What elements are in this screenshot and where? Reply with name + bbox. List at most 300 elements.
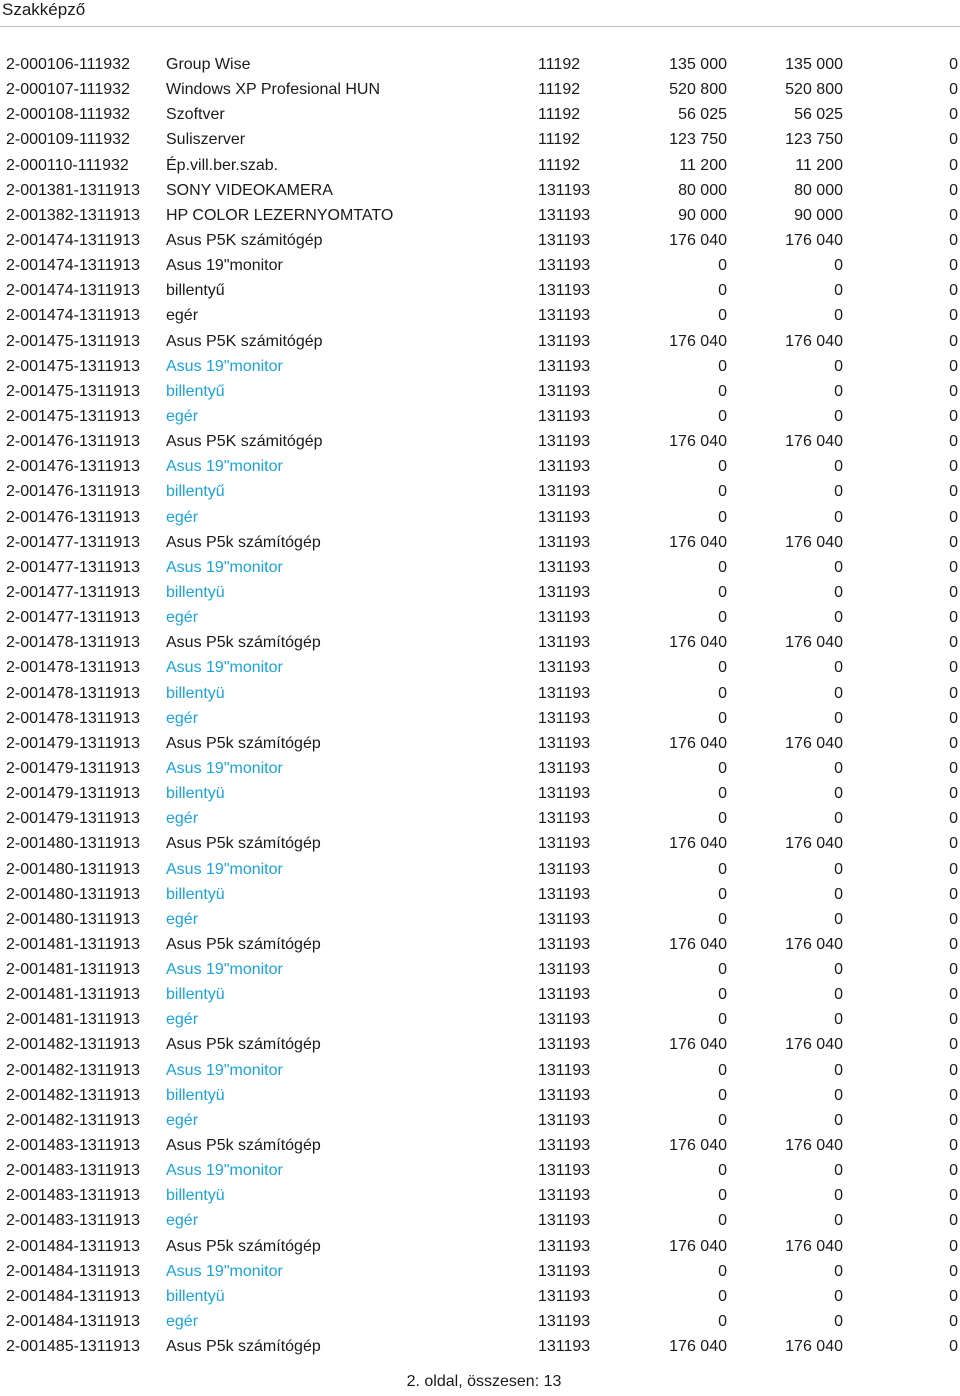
item-name: SONY VIDEOKAMERA xyxy=(166,181,333,199)
item-code: 131193 xyxy=(538,583,591,601)
item-value-3: 0 xyxy=(949,684,958,702)
item-value-1: 135 000 xyxy=(669,56,727,73)
item-value-2: 0 xyxy=(834,785,843,803)
item-id: 2-001479-1311913 xyxy=(6,785,141,803)
item-value-1: 0 xyxy=(718,659,727,677)
item-value-3: 0 xyxy=(949,407,958,425)
item-name: Asus 19"monitor xyxy=(166,860,283,878)
item-name: Asus P5k számítógép xyxy=(166,634,321,652)
item-code: 131193 xyxy=(538,407,591,425)
item-id: 2-001479-1311913 xyxy=(6,759,141,777)
item-value-3: 0 xyxy=(949,609,958,627)
table-row xyxy=(0,882,960,907)
table-row xyxy=(0,77,960,102)
item-name: Asus P5k számítógép xyxy=(166,734,321,752)
item-name: Asus 19"monitor xyxy=(166,558,283,576)
item-value-2: 0 xyxy=(834,659,843,677)
item-value-2: 11 200 xyxy=(795,156,843,174)
item-id: 2-001481-1311913 xyxy=(6,961,141,979)
table-row xyxy=(0,605,960,630)
item-id: 2-001475-1311913 xyxy=(6,332,141,350)
item-code: 131193 xyxy=(538,1036,591,1054)
item-name: Asus 19"monitor xyxy=(166,1162,283,1180)
item-id: 2-001483-1311913 xyxy=(6,1187,141,1205)
table-row xyxy=(0,1158,960,1183)
item-code: 131193 xyxy=(538,206,591,224)
item-value-3: 0 xyxy=(949,810,958,828)
item-value-2: 176 040 xyxy=(785,1137,843,1155)
item-code: 131193 xyxy=(538,282,591,300)
item-value-2: 0 xyxy=(834,1011,843,1029)
item-value-3: 0 xyxy=(949,533,958,551)
table-row xyxy=(0,630,960,655)
item-name: Asus P5k számítógép xyxy=(166,1137,321,1155)
item-id: 2-001482-1311913 xyxy=(6,1036,141,1054)
item-value-1: 0 xyxy=(718,1061,727,1079)
item-value-3: 0 xyxy=(949,1011,958,1029)
item-value-1: 0 xyxy=(718,1212,727,1230)
item-id: 2-001484-1311913 xyxy=(6,1313,141,1331)
item-value-1: 176 040 xyxy=(669,533,727,551)
item-code: 131193 xyxy=(538,986,591,1004)
item-value-2: 0 xyxy=(834,282,843,300)
table-row xyxy=(0,1259,960,1284)
item-id: 2-001474-1311913 xyxy=(6,307,141,325)
item-value-1: 0 xyxy=(718,810,727,828)
item-code: 131193 xyxy=(538,1313,591,1331)
item-code: 131193 xyxy=(538,458,591,476)
item-value-3: 0 xyxy=(949,307,958,325)
item-id: 2-001476-1311913 xyxy=(6,458,141,476)
item-code: 131193 xyxy=(538,1338,591,1356)
table-row xyxy=(0,404,960,429)
item-code: 131193 xyxy=(538,935,591,953)
item-code: 131193 xyxy=(538,231,591,249)
item-value-2: 135 000 xyxy=(785,56,843,73)
item-value-3: 0 xyxy=(949,1162,958,1180)
table-row xyxy=(0,982,960,1007)
item-value-1: 176 040 xyxy=(669,433,727,451)
item-code: 11192 xyxy=(538,81,581,99)
item-id: 2-001478-1311913 xyxy=(6,684,141,702)
item-value-3: 0 xyxy=(949,282,958,300)
table-row xyxy=(0,1309,960,1334)
table-row xyxy=(0,1284,960,1309)
item-id: 2-000109-111932 xyxy=(6,131,130,149)
item-name: Asus 19"monitor xyxy=(166,458,283,476)
item-name: billentyű xyxy=(166,282,225,300)
item-id: 2-000108-111932 xyxy=(6,106,130,124)
table-row xyxy=(0,203,960,228)
item-id: 2-001479-1311913 xyxy=(6,734,141,752)
table-row xyxy=(0,681,960,706)
item-value-1: 0 xyxy=(718,357,727,375)
item-name: billentyü xyxy=(166,1086,225,1104)
item-value-1: 0 xyxy=(718,1162,727,1180)
item-value-1: 0 xyxy=(718,1287,727,1305)
item-value-1: 0 xyxy=(718,458,727,476)
table-row xyxy=(0,479,960,504)
item-name: Suliszerver xyxy=(166,131,246,149)
item-code: 131193 xyxy=(538,659,591,677)
item-code: 131193 xyxy=(538,1237,591,1255)
table-row xyxy=(0,555,960,580)
item-value-1: 176 040 xyxy=(669,634,727,652)
item-code: 131193 xyxy=(538,1011,591,1029)
item-id: 2-001477-1311913 xyxy=(6,609,141,627)
page-number: 2. oldal, összesen: 13 xyxy=(406,1373,562,1390)
table-row xyxy=(0,1058,960,1083)
header-title: Szakképző xyxy=(2,0,86,19)
item-id: 2-001478-1311913 xyxy=(6,634,141,652)
item-id: 2-001480-1311913 xyxy=(6,885,141,903)
item-code: 131193 xyxy=(538,181,591,199)
item-id: 2-001381-1311913 xyxy=(6,181,141,199)
table-row xyxy=(0,756,960,781)
item-id: 2-001482-1311913 xyxy=(6,1086,141,1104)
table-row xyxy=(0,957,960,982)
item-name: Ép.vill.ber.szab. xyxy=(166,156,279,174)
item-value-1: 0 xyxy=(718,785,727,803)
item-id: 2-000107-111932 xyxy=(6,81,130,99)
item-id: 2-001479-1311913 xyxy=(6,810,141,828)
item-value-2: 123 750 xyxy=(785,131,843,149)
item-code: 131193 xyxy=(538,508,591,526)
item-value-3: 0 xyxy=(949,935,958,953)
table-row xyxy=(0,932,960,957)
item-value-2: 0 xyxy=(834,1313,843,1331)
item-code: 131193 xyxy=(538,1262,591,1280)
item-name: Asus P5k számítógép xyxy=(166,1338,321,1356)
item-name: Asus P5K számitógép xyxy=(166,332,323,350)
table-row xyxy=(0,1334,960,1359)
item-value-2: 176 040 xyxy=(785,332,843,350)
item-value-1: 176 040 xyxy=(669,332,727,350)
item-value-3: 0 xyxy=(949,961,958,979)
item-value-1: 11 200 xyxy=(679,156,727,174)
item-value-2: 176 040 xyxy=(785,935,843,953)
item-id: 2-001477-1311913 xyxy=(6,533,141,551)
item-value-2: 0 xyxy=(834,860,843,878)
item-name: Asus 19"monitor xyxy=(166,1061,283,1079)
item-value-3: 0 xyxy=(949,759,958,777)
item-code: 131193 xyxy=(538,885,591,903)
table-row xyxy=(0,102,960,127)
item-value-3: 0 xyxy=(949,357,958,375)
item-value-2: 0 xyxy=(834,257,843,275)
table-row xyxy=(0,1234,960,1259)
item-name: Asus 19"monitor xyxy=(166,961,283,979)
item-name: HP COLOR LEZERNYOMTATO xyxy=(166,206,394,224)
item-code: 131193 xyxy=(538,860,591,878)
item-code: 131193 xyxy=(538,734,591,752)
item-name: billentyü xyxy=(166,1187,225,1205)
item-code: 131193 xyxy=(538,759,591,777)
item-value-2: 176 040 xyxy=(785,1237,843,1255)
table-row xyxy=(0,228,960,253)
item-value-3: 0 xyxy=(949,1237,958,1255)
item-value-3: 0 xyxy=(949,1036,958,1054)
item-id: 2-001481-1311913 xyxy=(6,935,141,953)
item-value-3: 0 xyxy=(949,382,958,400)
table-row xyxy=(0,429,960,454)
item-id: 2-001475-1311913 xyxy=(6,382,141,400)
item-id: 2-001474-1311913 xyxy=(6,282,141,300)
item-code: 131193 xyxy=(538,533,591,551)
inventory-table xyxy=(0,52,960,1359)
item-id: 2-001475-1311913 xyxy=(6,407,141,425)
item-value-3: 0 xyxy=(949,885,958,903)
item-value-3: 0 xyxy=(949,1061,958,1079)
item-id: 2-001477-1311913 xyxy=(6,558,141,576)
item-name: Asus P5k számítógép xyxy=(166,835,321,853)
item-code: 131193 xyxy=(538,684,591,702)
table-row xyxy=(0,1133,960,1158)
item-value-3: 0 xyxy=(949,860,958,878)
item-code: 131193 xyxy=(538,1061,591,1079)
item-value-2: 0 xyxy=(834,382,843,400)
item-value-2: 0 xyxy=(834,961,843,979)
item-value-1: 0 xyxy=(718,759,727,777)
item-value-3: 0 xyxy=(949,458,958,476)
item-code: 131193 xyxy=(538,609,591,627)
item-name: Windows XP Profesional HUN xyxy=(166,81,381,99)
item-id: 2-000106-111932 xyxy=(6,56,130,73)
item-value-3: 0 xyxy=(949,558,958,576)
table-row xyxy=(0,253,960,278)
item-name: Asus P5k számítógép xyxy=(166,1036,321,1054)
table-row xyxy=(0,153,960,178)
item-value-1: 0 xyxy=(718,961,727,979)
item-id: 2-001483-1311913 xyxy=(6,1137,141,1155)
item-value-2: 0 xyxy=(834,1262,843,1280)
item-value-2: 0 xyxy=(834,508,843,526)
item-code: 11192 xyxy=(538,56,581,73)
table-row xyxy=(0,1208,960,1233)
table-row xyxy=(0,806,960,831)
item-name: egér xyxy=(166,307,199,325)
item-name: Asus 19"monitor xyxy=(166,357,283,375)
item-value-3: 0 xyxy=(949,508,958,526)
item-name: Asus P5k számítógép xyxy=(166,935,321,953)
item-value-2: 0 xyxy=(834,458,843,476)
table-row xyxy=(0,1108,960,1133)
item-value-3: 0 xyxy=(949,231,958,249)
table-row xyxy=(0,303,960,328)
item-code: 131193 xyxy=(538,1137,591,1155)
item-value-2: 0 xyxy=(834,986,843,1004)
item-value-2: 0 xyxy=(834,810,843,828)
item-name: billentyü xyxy=(166,785,225,803)
item-name: egér xyxy=(166,910,199,928)
item-id: 2-001478-1311913 xyxy=(6,709,141,727)
item-value-1: 0 xyxy=(718,609,727,627)
item-value-2: 0 xyxy=(834,357,843,375)
item-value-3: 0 xyxy=(949,709,958,727)
item-id: 2-001476-1311913 xyxy=(6,483,141,501)
item-value-3: 0 xyxy=(949,1313,958,1331)
item-value-1: 0 xyxy=(718,583,727,601)
item-value-1: 123 750 xyxy=(669,131,727,149)
item-value-3: 0 xyxy=(949,81,958,99)
item-value-1: 0 xyxy=(718,1313,727,1331)
item-value-3: 0 xyxy=(949,56,958,73)
item-value-1: 0 xyxy=(718,282,727,300)
item-value-1: 0 xyxy=(718,558,727,576)
item-id: 2-001478-1311913 xyxy=(6,659,141,677)
item-value-1: 0 xyxy=(718,407,727,425)
table-row xyxy=(0,505,960,530)
item-value-2: 0 xyxy=(834,885,843,903)
item-name: billentyü xyxy=(166,1287,225,1305)
item-value-1: 80 000 xyxy=(678,181,727,199)
item-value-2: 0 xyxy=(834,307,843,325)
table-row xyxy=(0,329,960,354)
item-id: 2-001484-1311913 xyxy=(6,1237,141,1255)
table-row xyxy=(0,1032,960,1057)
item-id: 2-001485-1311913 xyxy=(6,1338,141,1356)
page-header xyxy=(0,0,960,27)
table-row xyxy=(0,831,960,856)
item-code: 131193 xyxy=(538,961,591,979)
item-name: billentyü xyxy=(166,583,225,601)
item-value-1: 0 xyxy=(718,483,727,501)
table-row xyxy=(0,781,960,806)
item-value-1: 56 025 xyxy=(678,106,727,124)
item-value-1: 0 xyxy=(718,1262,727,1280)
item-name: billentyű xyxy=(166,483,225,501)
item-name: Asus 19"monitor xyxy=(166,1262,283,1280)
item-id: 2-001483-1311913 xyxy=(6,1162,141,1180)
item-id: 2-001475-1311913 xyxy=(6,357,141,375)
item-value-3: 0 xyxy=(949,181,958,199)
item-code: 11192 xyxy=(538,131,581,149)
item-value-3: 0 xyxy=(949,1338,958,1356)
table-row xyxy=(0,706,960,731)
item-name: billentyü xyxy=(166,684,225,702)
item-value-2: 0 xyxy=(834,583,843,601)
item-value-3: 0 xyxy=(949,206,958,224)
item-name: egér xyxy=(166,810,199,828)
item-id: 2-001474-1311913 xyxy=(6,257,141,275)
table-row xyxy=(0,52,960,77)
item-value-3: 0 xyxy=(949,910,958,928)
table-row xyxy=(0,278,960,303)
item-value-2: 176 040 xyxy=(785,634,843,652)
item-name: Asus P5k számítógép xyxy=(166,1237,321,1255)
item-value-3: 0 xyxy=(949,785,958,803)
table-row xyxy=(0,127,960,152)
item-value-2: 56 025 xyxy=(794,106,843,124)
item-id: 2-001482-1311913 xyxy=(6,1111,141,1129)
table-row xyxy=(0,655,960,680)
item-value-2: 0 xyxy=(834,1111,843,1129)
item-value-1: 176 040 xyxy=(669,734,727,752)
item-code: 131193 xyxy=(538,910,591,928)
item-value-3: 0 xyxy=(949,156,958,174)
item-name: egér xyxy=(166,1212,199,1230)
table-row xyxy=(0,354,960,379)
item-value-3: 0 xyxy=(949,332,958,350)
item-value-3: 0 xyxy=(949,1137,958,1155)
item-value-2: 0 xyxy=(834,407,843,425)
table-row xyxy=(0,857,960,882)
item-code: 131193 xyxy=(538,1086,591,1104)
table-row xyxy=(0,1083,960,1108)
item-value-2: 0 xyxy=(834,1187,843,1205)
item-value-1: 0 xyxy=(718,508,727,526)
item-code: 131193 xyxy=(538,382,591,400)
item-value-1: 0 xyxy=(718,307,727,325)
item-value-2: 0 xyxy=(834,1212,843,1230)
item-value-1: 0 xyxy=(718,684,727,702)
item-value-2: 0 xyxy=(834,1287,843,1305)
item-value-1: 0 xyxy=(718,1086,727,1104)
item-value-3: 0 xyxy=(949,659,958,677)
item-value-3: 0 xyxy=(949,1262,958,1280)
item-value-1: 0 xyxy=(718,860,727,878)
item-code: 131193 xyxy=(538,558,591,576)
item-value-2: 176 040 xyxy=(785,835,843,853)
item-value-3: 0 xyxy=(949,483,958,501)
item-name: Asus P5K számitógép xyxy=(166,433,323,451)
item-value-3: 0 xyxy=(949,1212,958,1230)
item-value-3: 0 xyxy=(949,986,958,1004)
item-name: Asus 19"monitor xyxy=(166,257,283,275)
item-id: 2-001480-1311913 xyxy=(6,910,141,928)
item-value-2: 0 xyxy=(834,684,843,702)
item-value-2: 0 xyxy=(834,759,843,777)
page-footer xyxy=(0,1373,960,1391)
item-name: billentyü xyxy=(166,986,225,1004)
item-code: 131193 xyxy=(538,835,591,853)
item-id: 2-001484-1311913 xyxy=(6,1262,141,1280)
item-name: billentyű xyxy=(166,382,225,400)
item-value-2: 90 000 xyxy=(794,206,843,224)
item-code: 131193 xyxy=(538,307,591,325)
item-value-1: 176 040 xyxy=(669,935,727,953)
item-value-1: 0 xyxy=(718,1111,727,1129)
item-value-1: 0 xyxy=(718,910,727,928)
item-code: 131193 xyxy=(538,709,591,727)
item-value-3: 0 xyxy=(949,583,958,601)
item-value-1: 0 xyxy=(718,257,727,275)
item-id: 2-001480-1311913 xyxy=(6,835,141,853)
item-value-1: 0 xyxy=(718,1011,727,1029)
item-value-2: 0 xyxy=(834,609,843,627)
item-value-2: 0 xyxy=(834,910,843,928)
item-value-1: 0 xyxy=(718,986,727,1004)
item-value-1: 176 040 xyxy=(669,835,727,853)
item-name: Group Wise xyxy=(166,56,251,73)
item-id: 2-001481-1311913 xyxy=(6,986,141,1004)
table-row xyxy=(0,1007,960,1032)
item-value-1: 176 040 xyxy=(669,1137,727,1155)
item-name: Asus 19"monitor xyxy=(166,659,283,677)
item-code: 131193 xyxy=(538,1212,591,1230)
table-row xyxy=(0,379,960,404)
item-value-3: 0 xyxy=(949,634,958,652)
item-value-1: 0 xyxy=(718,885,727,903)
item-code: 131193 xyxy=(538,483,591,501)
item-code: 11192 xyxy=(538,106,581,124)
item-code: 131193 xyxy=(538,810,591,828)
item-code: 131193 xyxy=(538,785,591,803)
item-value-3: 0 xyxy=(949,131,958,149)
item-name: egér xyxy=(166,1313,199,1331)
item-value-1: 0 xyxy=(718,1187,727,1205)
item-value-3: 0 xyxy=(949,1111,958,1129)
